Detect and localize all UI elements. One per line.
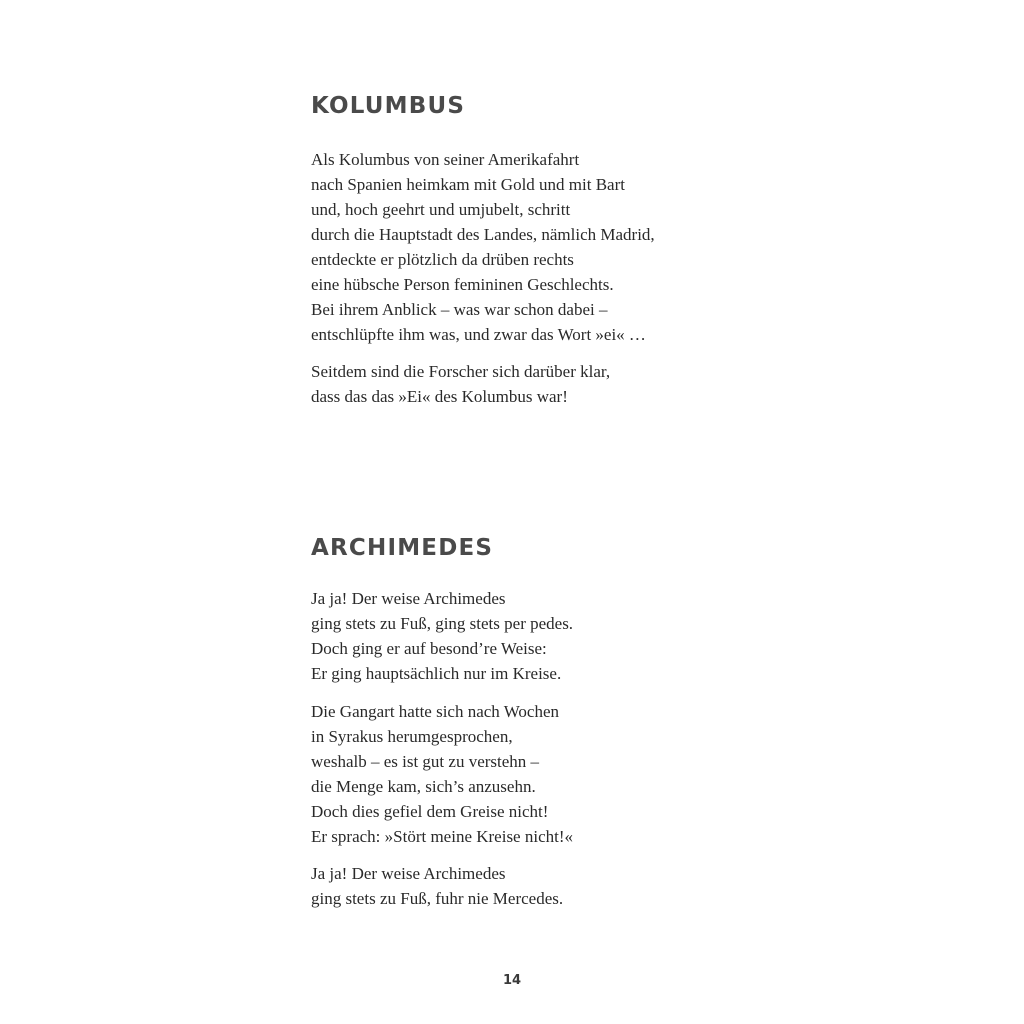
verse-line: dass das das »Ei« des Kolumbus war!: [311, 387, 568, 406]
verse-line: Er ging hauptsächlich nur im Kreise.: [311, 664, 562, 683]
verse-line: in Syrakus herumgesprochen,: [311, 727, 513, 746]
verse-line: Seitdem sind die Forscher sich darüber klar,: [311, 362, 611, 381]
stanza: [311, 359, 751, 409]
stanza: [311, 861, 751, 911]
verse-line: Bei ihrem Anblick – was war schon dabei –: [311, 300, 608, 319]
verse-line: die Menge kam, sich’s anzusehn.: [311, 777, 536, 796]
stanza: [311, 147, 751, 347]
stanza: [311, 586, 751, 686]
verse-line: Ja ja! Der weise Archimedes: [311, 864, 506, 883]
poem-kolumbus: [311, 92, 751, 409]
page-number: 14: [502, 973, 522, 988]
verse-line: ging stets zu Fuß, ging stets per pedes.: [311, 614, 574, 633]
verse-line: Die Gangart hatte sich nach Wochen: [311, 702, 560, 721]
verse-line: durch die Hauptstadt des Landes, nämlich Madrid,: [311, 225, 655, 244]
verse-line: Er sprach: »Stört meine Kreise nicht!«: [311, 827, 574, 846]
poem-title: ARCHIMEDES: [311, 535, 494, 561]
stanza: [311, 699, 751, 849]
verse-line: Als Kolumbus von seiner Amerikafahrt: [311, 150, 580, 169]
verse-line: ging stets zu Fuß, fuhr nie Mercedes.: [311, 889, 564, 908]
verse-line: Doch dies gefiel dem Greise nicht!: [311, 802, 549, 821]
verse-line: entdeckte er plötzlich da drüben rechts: [311, 250, 574, 269]
verse-line: Doch ging er auf besond’re Weise:: [311, 639, 547, 658]
verse-line: eine hübsche Person femininen Geschlechts.: [311, 275, 614, 294]
verse-line: und, hoch geehrt und umjubelt, schritt: [311, 200, 571, 219]
verse-line: weshalb – es ist gut zu verstehn –: [311, 752, 540, 771]
verse-line: entschlüpfte ihm was, und zwar das Wort »ei« …: [311, 325, 646, 344]
poem-title: KOLUMBUS: [311, 93, 466, 119]
verse-line: nach Spanien heimkam mit Gold und mit Bart: [311, 175, 625, 194]
verse-line: Ja ja! Der weise Archimedes: [311, 589, 506, 608]
poem-archimedes: [311, 534, 751, 911]
